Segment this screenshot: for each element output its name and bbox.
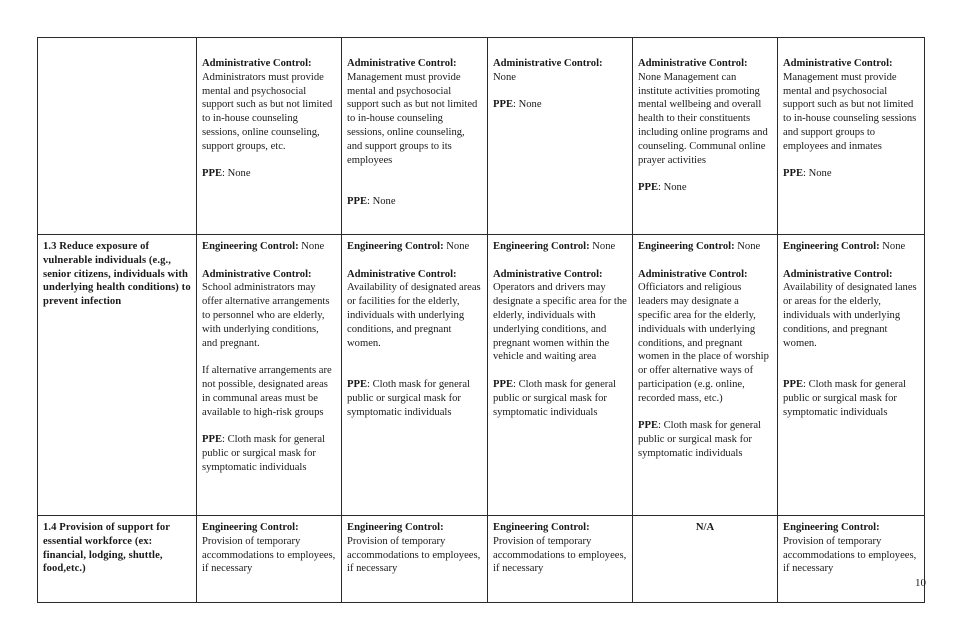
table-row — [38, 38, 925, 235]
control-cell — [342, 516, 488, 603]
eng-control-line: Engineering Control: None — [347, 241, 470, 252]
table-row — [38, 516, 925, 603]
eng-control-line: Engineering Control: None — [783, 241, 906, 252]
admin-control-text: Availability of designated lanes or areas for the elderly, individuals with underlying conditions, and pregnant women. — [783, 282, 917, 349]
control-cell — [488, 235, 633, 516]
control-cell — [197, 38, 342, 235]
ppe-line: PPE: Cloth mask for general public or surgical mask for symptomatic individuals — [638, 420, 761, 459]
admin-control-text: None Management can institute activities promoting mental wellbeing and overall health to their constituents including online programs and counseling. Communal online prayer activities — [638, 71, 768, 166]
admin-control-label: Administrative Control: — [202, 58, 312, 69]
admin-control-text: School administrators may offer alternative arrangements to personnel who are elderly, with underlying conditions, and pregnant. — [202, 282, 330, 349]
hazard-cell: 1.3 Reduce exposure of vulnerable individuals (e.g., senior citizens, individuals with underlying health conditions) to prevent infection — [38, 235, 197, 516]
admin-control-label: Administrative Control: — [638, 268, 748, 280]
page-number: 10 — [915, 577, 926, 589]
eng-control-text: Provision of temporary accommodations to employees, if necessary — [783, 535, 917, 575]
ppe-line: PPE: Cloth mask for general public or surgical mask for symptomatic individuals — [202, 434, 325, 473]
eng-control-label: Engineering Control: — [347, 522, 444, 533]
admin-control-label: Administrative Control: — [638, 58, 748, 69]
admin-control-text: Availability of designated areas or facilities for the elderly, individuals with underlying conditions, and pregnant women. — [347, 282, 481, 349]
eng-control-line: Engineering Control: None — [638, 241, 761, 252]
admin-control-label: Administrative Control: — [493, 58, 603, 69]
eng-control-text: Provision of temporary accommodations to employees, if necessary — [493, 535, 627, 575]
eng-control-line: Engineering Control: None — [202, 241, 325, 252]
admin-control-label: Administrative Control: — [493, 268, 603, 280]
control-cell — [488, 516, 633, 603]
admin-control-label: Administrative Control: — [202, 268, 312, 280]
ppe-line: PPE: None — [638, 182, 687, 194]
admin-control-text: Operators and drivers may designate a specific area for the elderly, individuals with underlying conditions, and pregnant women within the vehicle and waiting area — [493, 282, 627, 363]
control-cell — [197, 516, 342, 603]
admin-control-label: Administrative Control: — [347, 58, 457, 69]
control-cell — [778, 235, 925, 516]
control-cell — [488, 38, 633, 235]
not-applicable-text: N/A — [695, 522, 715, 533]
admin-control-label: Administrative Control: — [347, 268, 457, 280]
ppe-line: PPE: Cloth mask for general public or surgical mask for symptomatic individuals — [347, 378, 470, 418]
hazard-cell — [38, 38, 197, 235]
hazard-cell: 1.4 Provision of support for essential workforce (ex: financial, lodging, shuttle, food,etc.) — [38, 516, 197, 603]
ppe-line: PPE: None — [347, 195, 396, 207]
ppe-line: PPE: Cloth mask for general public or surgical mask for symptomatic individuals — [493, 378, 616, 418]
admin-control-label: Administrative Control: — [783, 58, 893, 69]
admin-control-text: None — [493, 71, 516, 83]
control-cell — [342, 38, 488, 235]
admin-control-text: Management must provide mental and psychosocial support such as but not limited to in-house counseling sessions, online counseling, and support groups to its employees — [347, 71, 478, 166]
admin-control-label: Administrative Control: — [783, 268, 893, 280]
eng-control-text: Provision of temporary accommodations to employees, if necessary — [347, 535, 481, 575]
ppe-line: PPE: None — [202, 168, 251, 180]
control-cell — [633, 38, 778, 235]
control-cell — [197, 235, 342, 516]
eng-control-label: Engineering Control: — [493, 522, 590, 533]
control-cell — [633, 516, 778, 603]
eng-control-label: Engineering Control: — [783, 522, 880, 533]
admin-control-text: Management must provide mental and psychosocial support such as but not limited to in-house counseling sessions and support groups to employees and inmates — [783, 71, 917, 152]
control-cell — [778, 38, 925, 235]
ppe-line: PPE: Cloth mask for general public or surgical mask for symptomatic individuals — [783, 378, 906, 418]
ppe-line: PPE: None — [783, 168, 832, 180]
admin-control-text: Administrators must provide mental and psychosocial support such as but not limited to in-house counseling sessions, online counseling, support groups, etc. — [202, 71, 333, 152]
control-cell — [778, 516, 925, 603]
table-row — [38, 235, 925, 516]
eng-control-text: Provision of temporary accommodations to employees, if necessary — [202, 535, 336, 575]
admin-control-text: Officiators and religious leaders may designate a specific area for the elderly, individuals with underlying conditions, and pregnant women in the place of worship or offer alternative ways of participation (e.g. online, recorded mass, etc.) — [638, 282, 769, 404]
control-cell — [633, 235, 778, 516]
control-cell — [342, 235, 488, 516]
controls-table — [37, 37, 925, 603]
eng-control-label: Engineering Control: — [202, 522, 299, 533]
admin-control-text-2: If alternative arrangements are not possible, designated areas in communal areas must be available to high-risk groups — [202, 365, 332, 418]
ppe-line: PPE: None — [493, 99, 542, 111]
eng-control-line: Engineering Control: None — [493, 241, 616, 252]
